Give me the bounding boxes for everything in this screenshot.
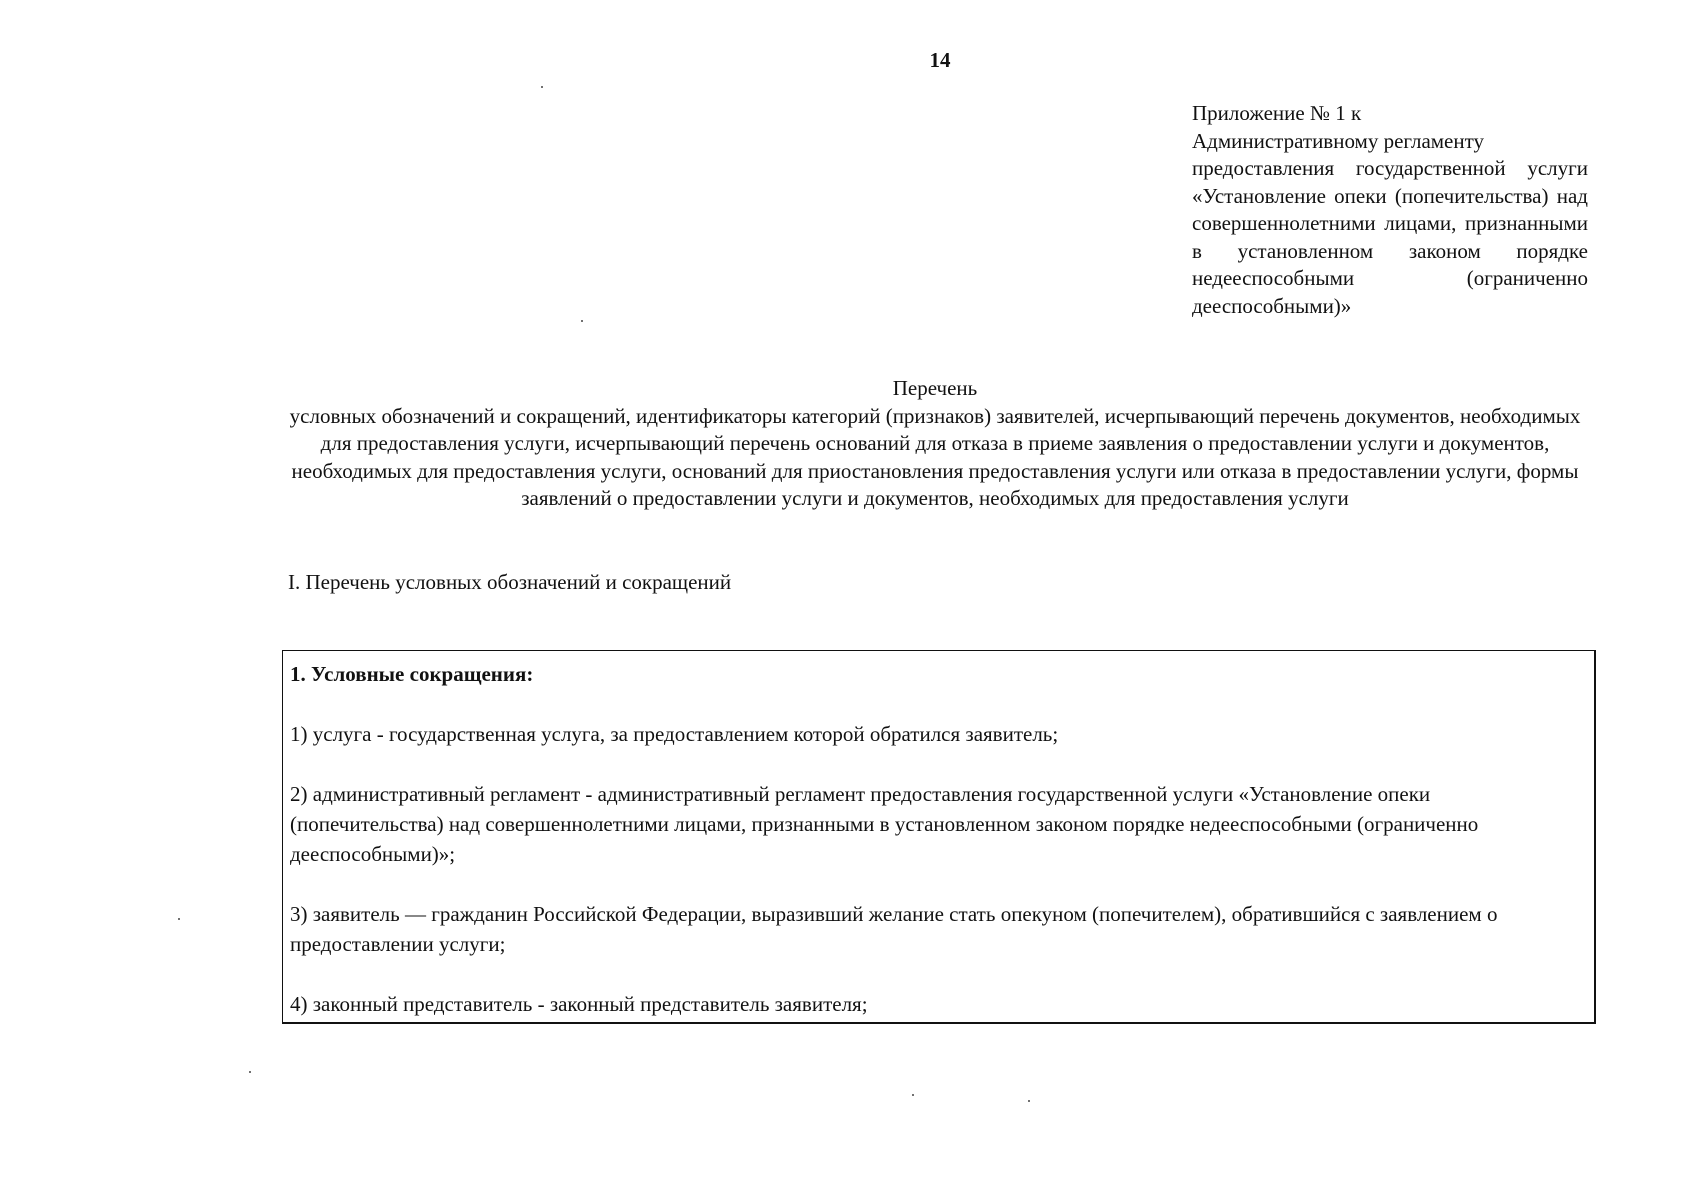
title-body: условных обозначений и сокращений, идентификаторы категорий (признаков) заявителей, исчерпывающий перечень документов, необходимых для предоставления услуги, исчерпывающий перечень оснований для отказа в приеме заявления о предоставлении услуги и документов, необходимых для предоставления услуги, оснований для приостановления предоставления услуги или отказа в предоставлении услуги, формы заявлений о предоставлении услуги и документов, необходимых для предоставления услуги — [289, 403, 1581, 510]
abbreviation-item: 4) законный представитель - законный представитель заявителя; — [290, 992, 868, 1016]
scan-speck — [249, 1071, 251, 1073]
scan-speck — [581, 320, 583, 322]
abbreviations-box — [282, 650, 1596, 1024]
appendix-line-2: Административному регламенту — [1192, 128, 1485, 153]
scan-speck — [178, 918, 180, 920]
appendix-header — [1192, 100, 1588, 320]
appendix-line-1: Приложение № 1 к — [1192, 101, 1362, 125]
scan-speck — [1028, 1100, 1030, 1102]
abbreviation-item: 3) заявитель — гражданин Российской Федерации, выразивший желание стать опекуном (попечителем), обратившийся с заявлением о предоставлении услуги; — [290, 902, 1498, 956]
scan-speck — [912, 1094, 914, 1096]
page-number: 14 — [929, 48, 951, 72]
scan-speck — [541, 86, 543, 88]
title-heading: Перечень — [892, 376, 978, 400]
abbreviation-item: 2) административный регламент - административный регламент предоставления государственной услуги «Установление опеки (попечительства) над совершеннолетними лицами, признанными в установленном законом порядке недееспособными (ограниченно дееспособными)»; — [290, 782, 1479, 866]
section-heading: I. Перечень условных обозначений и сокращений — [288, 570, 732, 594]
abbreviation-item: 1) услуга - государственная услуга, за предоставлением которой обратился заявитель; — [290, 722, 1059, 746]
document-title — [280, 375, 1590, 513]
abbreviations-title: 1. Условные сокращения: — [290, 662, 534, 686]
appendix-text: предоставления государственной услуги «Установление опеки (попечительства) над совершеннолетними лицами, признанными в установленном законом порядке недееспособными (ограниченно дееспособными)» — [1192, 156, 1588, 318]
